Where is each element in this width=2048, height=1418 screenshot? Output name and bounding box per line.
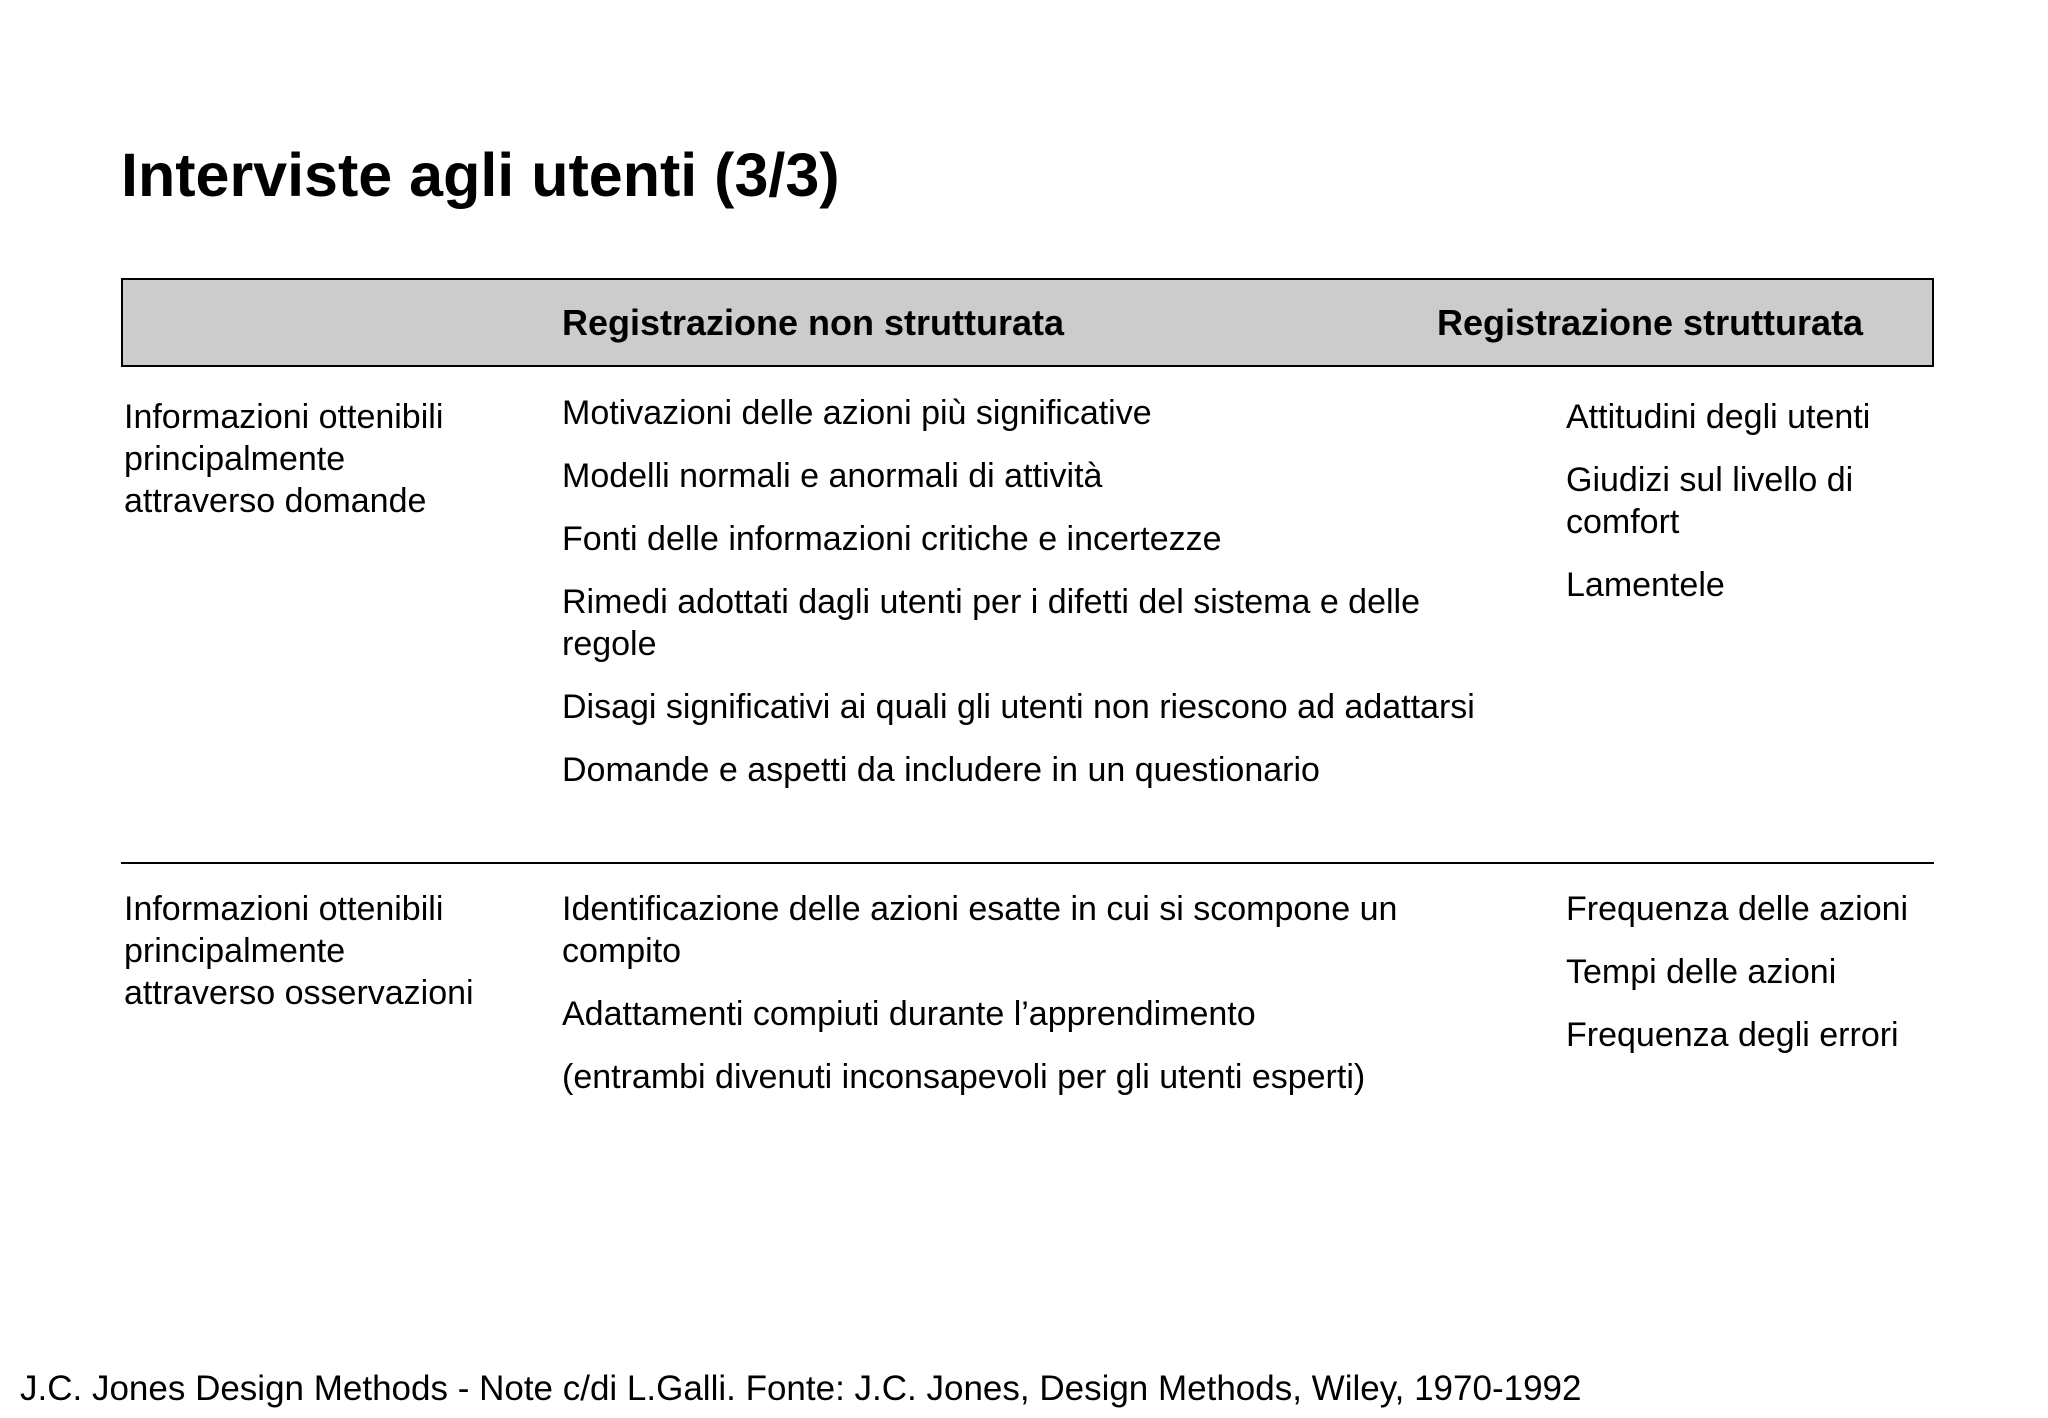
- list-item: Frequenza delle azioni: [1566, 890, 1909, 928]
- list-item: Identificazione delle azioni esatte in cui si scompone un compito: [562, 890, 1398, 970]
- list-item: Motivazioni delle azioni più significative: [562, 394, 1152, 432]
- list-item: Giudizi sul livello di comfort: [1566, 461, 1854, 541]
- row2-structured-cell: [1566, 888, 1936, 1077]
- row-divider: [121, 862, 1934, 864]
- list-item: Lamentele: [1566, 566, 1725, 604]
- list-item: Tempi delle azioni: [1566, 953, 1837, 991]
- row-label-text: Informazioni ottenibili principalmente attraverso osservazioni: [124, 890, 474, 1012]
- list-item: Disagi significativi ai quali gli utenti non riescono ad adattarsi: [562, 688, 1475, 726]
- list-item: Fonti delle informazioni critiche e incertezze: [562, 520, 1222, 558]
- list-item: Domande e aspetti da includere in un questionario: [562, 751, 1320, 789]
- column-header-unstructured: Registrazione non strutturata: [562, 301, 1065, 343]
- slide-title: Interviste agli utenti (3/3): [121, 141, 840, 209]
- list-item: Rimedi adottati dagli utenti per i difetti del sistema e delle regole: [562, 583, 1421, 663]
- row1-structured-cell: [1566, 396, 1936, 627]
- list-item: Adattamenti compiuti durante l’apprendimento: [562, 995, 1256, 1033]
- row-label-text: Informazioni ottenibili principalmente attraverso domande: [124, 398, 444, 520]
- row2-unstructured-cell: [562, 888, 1492, 1119]
- list-item: Attitudini degli utenti: [1566, 398, 1871, 436]
- row-label-observations: [124, 888, 504, 1014]
- table-header-row: [121, 278, 1934, 367]
- row1-unstructured-cell: [562, 392, 1492, 812]
- row-label-questions: [124, 392, 504, 522]
- slide-footer: J.C. Jones Design Methods - Note c/di L.Galli. Fonte: J.C. Jones, Design Methods, Wiley, 1970-1992: [20, 1369, 1582, 1408]
- list-item: Frequenza degli errori: [1566, 1016, 1899, 1054]
- list-item: (entrambi divenuti inconsapevoli per gli utenti esperti): [562, 1058, 1366, 1096]
- list-item: Modelli normali e anormali di attività: [562, 457, 1103, 495]
- column-header-structured: Registrazione strutturata: [1437, 301, 1864, 343]
